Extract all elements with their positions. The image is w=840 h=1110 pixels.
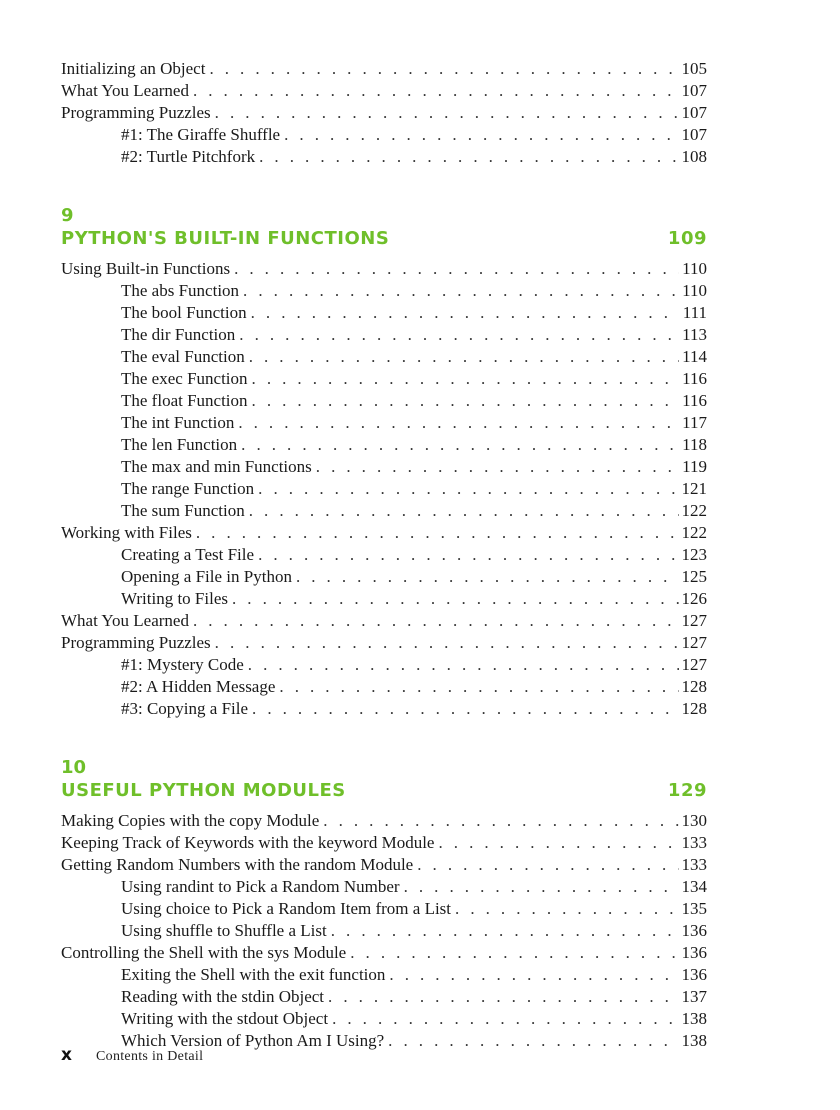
toc-entry-title: The max and min Functions: [121, 457, 312, 476]
toc-leader-dots: [388, 1030, 678, 1052]
toc-leader-dots: [209, 58, 678, 80]
toc-entry-title: #1: The Giraffe Shuffle: [121, 125, 281, 144]
toc-entry-title: What You Learned: [61, 81, 189, 100]
toc-entry-title: The abs Function: [121, 281, 240, 300]
toc-entry-title: Programming Puzzles: [61, 103, 211, 122]
toc-entry[interactable]: [61, 102, 707, 124]
footer-label: Contents in Detail: [96, 1049, 204, 1064]
toc-entry-title: Using choice to Pick a Random Item from a List: [121, 899, 452, 918]
toc-entry[interactable]: [61, 942, 707, 964]
toc-entry-page: 125: [681, 567, 707, 586]
toc-entry-page: 135: [681, 899, 707, 918]
toc-entry[interactable]: [61, 654, 707, 676]
toc-leader-dots: [258, 544, 678, 566]
toc-entry-page: 122: [681, 501, 707, 520]
chapter-entries: [61, 258, 707, 720]
toc-entry-page: 127: [681, 633, 707, 652]
toc-leader-dots: [243, 280, 679, 302]
toc-entry[interactable]: [61, 58, 707, 80]
toc-leader-dots: [251, 302, 680, 324]
toc-leader-dots: [248, 654, 679, 676]
toc-entry[interactable]: [61, 368, 707, 390]
chapter-page: 109: [667, 228, 707, 249]
toc-entry-page: 127: [681, 655, 707, 674]
toc-entry-title: The exec Function: [121, 369, 248, 388]
toc-entry-page: 107: [681, 125, 707, 144]
toc-leader-dots: [232, 588, 679, 610]
chapter-entries: [61, 810, 707, 1052]
toc-entry[interactable]: [61, 302, 707, 324]
toc-entry-title: The range Function: [121, 479, 255, 498]
toc-leader-dots: [296, 566, 679, 588]
toc-entry[interactable]: [61, 434, 707, 456]
toc-entry-page: 137: [681, 987, 707, 1006]
toc-entry-page: 136: [681, 921, 707, 940]
toc-entry[interactable]: [61, 412, 707, 434]
toc-entry[interactable]: [61, 80, 707, 102]
toc-entry-page: 118: [682, 435, 707, 454]
toc-leader-dots: [331, 920, 679, 942]
toc-entry-title: #1: Mystery Code: [121, 655, 244, 674]
toc-entry[interactable]: [61, 920, 707, 942]
toc-entry[interactable]: [61, 390, 707, 412]
toc-leader-dots: [252, 368, 680, 390]
toc-leader-dots: [284, 124, 678, 146]
toc-entry[interactable]: [61, 500, 707, 522]
toc-leader-dots: [234, 258, 679, 280]
toc-entry-page: 122: [681, 523, 707, 542]
toc-entry-page: 138: [681, 1009, 707, 1028]
toc-entry[interactable]: [61, 544, 707, 566]
toc-entry-title: Getting Random Numbers with the random Module: [61, 855, 414, 874]
toc-leader-dots: [350, 942, 678, 964]
toc-entry-page: 123: [681, 545, 707, 564]
toc-entry-title: The len Function: [121, 435, 238, 454]
toc-leader-dots: [241, 434, 679, 456]
toc-entry[interactable]: [61, 588, 707, 610]
toc-entry-title: Exiting the Shell with the exit function: [121, 965, 386, 984]
toc-entry-page: 116: [682, 369, 707, 388]
toc-entry[interactable]: [61, 346, 707, 368]
toc-entry-page: 130: [681, 811, 707, 830]
toc-entry[interactable]: [61, 324, 707, 346]
page-footer: [61, 1045, 203, 1065]
toc-entry-title: Initializing an Object: [61, 59, 206, 78]
toc-entry-page: 136: [681, 943, 707, 962]
toc-entry-title: What You Learned: [61, 611, 189, 630]
toc-entry-title: #2: Turtle Pitchfork: [121, 147, 256, 166]
toc-entry[interactable]: [61, 898, 707, 920]
toc-leader-dots: [249, 500, 679, 522]
toc-leader-dots: [215, 632, 679, 654]
toc-entry[interactable]: [61, 832, 707, 854]
table-of-contents: [61, 58, 707, 1052]
toc-entry[interactable]: [61, 854, 707, 876]
toc-intro-section: [61, 58, 707, 168]
chapter-number: 10: [61, 757, 87, 778]
toc-leader-dots: [417, 854, 678, 876]
toc-entry-title: Keeping Track of Keywords with the keyword Module: [61, 833, 435, 852]
footer-page-number: x: [61, 1045, 72, 1065]
toc-entry-page: 121: [681, 479, 707, 498]
toc-entry-title: Using Built-in Functions: [61, 259, 231, 278]
toc-entry-title: The int Function: [121, 413, 235, 432]
toc-entry[interactable]: [61, 1008, 707, 1030]
toc-leader-dots: [259, 146, 678, 168]
toc-entry-title: Writing with the stdout Object: [121, 1009, 329, 1028]
toc-entry-page: 105: [681, 59, 707, 78]
toc-entry[interactable]: [61, 810, 707, 832]
toc-entry[interactable]: [61, 280, 707, 302]
chapter-title-row[interactable]: [61, 778, 707, 804]
toc-entry-title: The bool Function: [121, 303, 247, 322]
toc-leader-dots: [249, 346, 679, 368]
toc-entry[interactable]: [61, 698, 707, 720]
toc-leader-dots: [389, 964, 678, 986]
toc-entry-title: Writing to Files: [121, 589, 228, 608]
toc-entry-page: 111: [682, 303, 707, 322]
chapter-title-row[interactable]: [61, 226, 707, 252]
toc-chapters: [61, 206, 707, 1052]
toc-entry-title: Using shuffle to Shuffle a List: [121, 921, 327, 940]
toc-leader-dots: [332, 1008, 678, 1030]
toc-leader-dots: [252, 390, 680, 412]
toc-entry-page: 117: [682, 413, 707, 432]
chapter-title: PYTHON'S BUILT-IN FUNCTIONS: [61, 228, 390, 249]
chapter-number: 9: [61, 205, 74, 226]
toc-entry-title: #2: A Hidden Message: [121, 677, 276, 696]
toc-entry-page: 116: [682, 391, 707, 410]
toc-leader-dots: [193, 80, 679, 102]
toc-leader-dots: [258, 478, 678, 500]
toc-entry-page: 113: [682, 325, 707, 344]
toc-entry-title: Programming Puzzles: [61, 633, 211, 652]
toc-entry-page: 134: [681, 877, 707, 896]
toc-entry-page: 133: [681, 855, 707, 874]
toc-entry[interactable]: [61, 478, 707, 500]
toc-entry-page: 127: [681, 611, 707, 630]
toc-leader-dots: [252, 698, 678, 720]
toc-entry[interactable]: [61, 676, 707, 698]
toc-entry[interactable]: [61, 146, 707, 168]
toc-entry[interactable]: [61, 456, 707, 478]
toc-entry-page: 110: [682, 281, 707, 300]
toc-entry-title: Reading with the stdin Object: [121, 987, 325, 1006]
toc-leader-dots: [316, 456, 679, 478]
toc-entry-page: 128: [681, 699, 707, 718]
toc-entry-title: #3: Copying a File: [121, 699, 249, 718]
toc-entry-title: The sum Function: [121, 501, 245, 520]
toc-entry-page: 114: [682, 347, 707, 366]
toc-entry-title: Making Copies with the copy Module: [61, 811, 320, 830]
toc-entry-page: 119: [682, 457, 707, 476]
toc-entry-title: The eval Function: [121, 347, 245, 366]
toc-entry-page: 128: [681, 677, 707, 696]
toc-entry[interactable]: [61, 964, 707, 986]
toc-leader-dots: [215, 102, 679, 124]
toc-entry-page: 133: [681, 833, 707, 852]
toc-entry-page: 107: [681, 103, 707, 122]
toc-entry-title: Which Version of Python Am I Using?: [121, 1031, 385, 1050]
toc-entry-page: 110: [682, 259, 707, 278]
toc-entry-title: The float Function: [121, 391, 248, 410]
toc-leader-dots: [438, 832, 678, 854]
toc-leader-dots: [193, 610, 679, 632]
toc-entry[interactable]: [61, 258, 707, 280]
toc-entry[interactable]: [61, 522, 707, 544]
toc-leader-dots: [323, 810, 678, 832]
toc-entry-page: 138: [681, 1031, 707, 1050]
toc-entry-title: Opening a File in Python: [121, 567, 292, 586]
toc-entry-page: 136: [681, 965, 707, 984]
toc-entry[interactable]: [61, 124, 707, 146]
toc-entry-page: 108: [681, 147, 707, 166]
toc-entry-title: Creating a Test File: [121, 545, 255, 564]
toc-leader-dots: [455, 898, 678, 920]
toc-leader-dots: [279, 676, 678, 698]
toc-entry-title: The dir Function: [121, 325, 236, 344]
toc-entry-title: Using randint to Pick a Random Number: [121, 877, 400, 896]
toc-leader-dots: [238, 412, 679, 434]
toc-leader-dots: [239, 324, 679, 346]
toc-entry-title: Controlling the Shell with the sys Module: [61, 943, 347, 962]
toc-entry[interactable]: [61, 986, 707, 1008]
toc-entry[interactable]: [61, 876, 707, 898]
toc-entry-title: Working with Files: [61, 523, 192, 542]
toc-entry[interactable]: [61, 610, 707, 632]
chapter-heading: [61, 758, 707, 804]
chapter-page: 129: [667, 780, 707, 801]
chapter-title: USEFUL PYTHON MODULES: [61, 780, 346, 801]
chapter-heading: [61, 206, 707, 252]
toc-entry[interactable]: [61, 632, 707, 654]
toc-entry[interactable]: [61, 566, 707, 588]
toc-entry-page: 107: [681, 81, 707, 100]
toc-leader-dots: [196, 522, 679, 544]
toc-leader-dots: [328, 986, 678, 1008]
toc-entry-page: 126: [681, 589, 707, 608]
toc-leader-dots: [404, 876, 679, 898]
